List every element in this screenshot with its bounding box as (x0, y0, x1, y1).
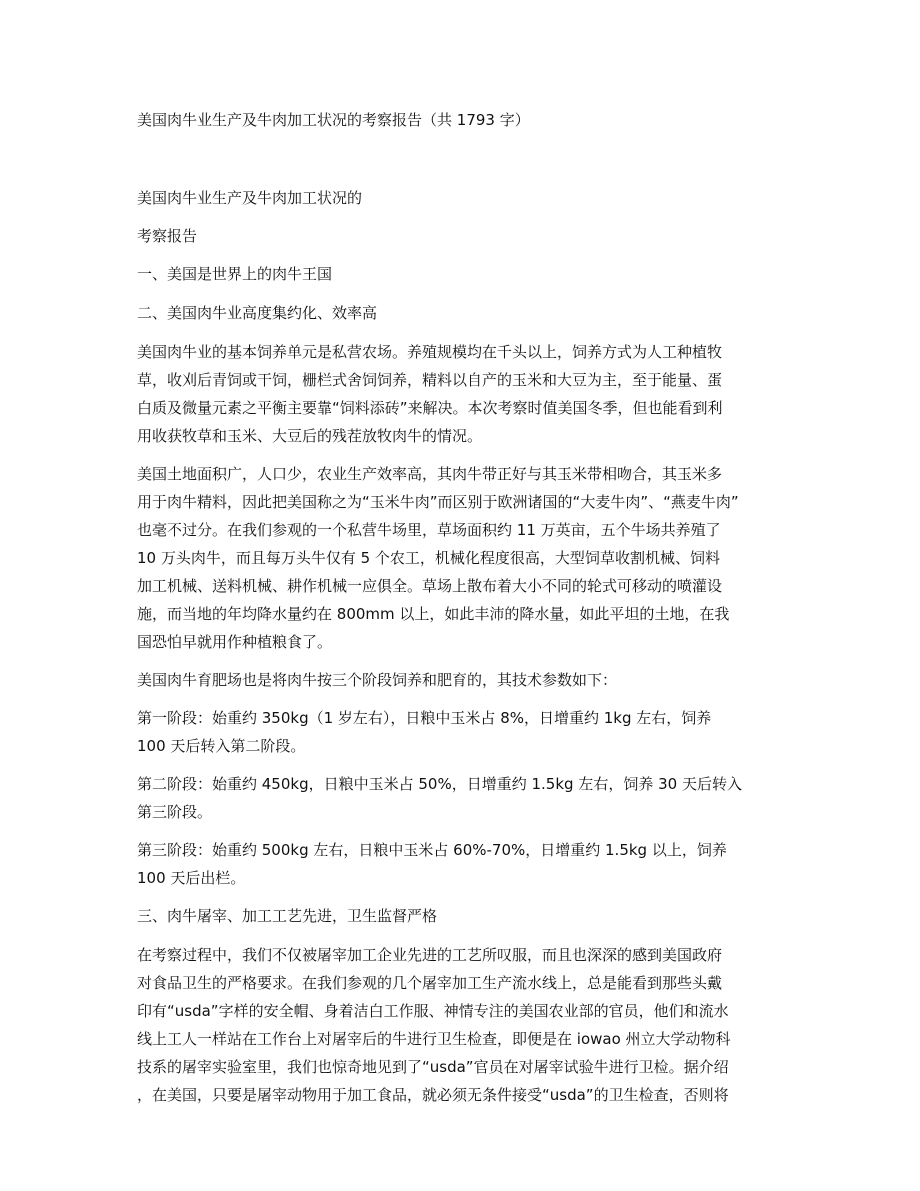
paragraph (137, 460, 787, 656)
text-line: 技系的屠宰实验室里，我们也惊奇地见到了“usda”官员在对屠宰试验牛进行卫检。据介绍 (137, 1058, 729, 1076)
text-line: 第三阶段：始重约 500kg 左右，日粮中玉米占 60%-70%，日增重约 1.5kg 以上，饲养 (137, 841, 727, 859)
text-line: 10 万头肉牛，而且每万头牛仅有 5 个农工，机械化程度很高，大型饲草收割机械、饲料 (137, 549, 720, 567)
text-line: 草，收刈后青饲或干饲，栅栏式舍饲饲养，精料以自产的玉米和大豆为主，至于能量、蛋 (137, 371, 723, 389)
text-line: 第三阶段。 (137, 803, 213, 821)
text-line: 线上工人一样站在工作台上对屠宰后的牛进行卫生检查，即便是在 iowao 州立大学动物科 (137, 1030, 731, 1048)
subtitle-line: 考察报告 (137, 227, 198, 245)
paragraph (137, 338, 787, 450)
text-line: 100 天后转入第二阶段。 (137, 737, 306, 755)
text-line: 用于肉牛精料，因此把美国称之为“玉米牛肉”而区别于欧洲诸国的“大麦牛肉”、“燕麦牛肉” (137, 493, 739, 511)
section-heading-1: 一、美国是世界上的肉牛王国 (137, 265, 333, 283)
paragraph (137, 941, 787, 1109)
text-line: 用收获牧草和玉米、大豆后的残茬放牧肉牛的情况。 (137, 427, 483, 445)
text-line: 国恐怕早就用作种植粮食了。 (137, 633, 333, 651)
text-line: 美国肉牛业的基本饲养单元是私营农场。养殖规模均在千头以上，饲养方式为人工种植牧 (137, 343, 723, 361)
text-line: 也毫不过分。在我们参观的一个私营牛场里，草场面积约 11 万英亩，五个牛场共养殖了 (137, 521, 721, 539)
text-line: 对食品卫生的严格要求。在我们参观的几个屠宰加工生产流水线上，总是能看到那些头戴 (137, 974, 723, 992)
subtitle-line: 美国肉牛业生产及牛肉加工状况的 (137, 189, 363, 207)
text-line: 白质及微量元素之平衡主要靠“饲料添砖”来解决。本次考察时值美国冬季，但也能看到利 (137, 399, 723, 417)
document-body (137, 106, 787, 1119)
paragraph (137, 666, 787, 694)
text-line: 加工机械、送料机械、耕作机械一应俱全。草场上散布着大小不同的轮式可移动的喷灌设 (137, 577, 723, 595)
text-line: 第二阶段：始重约 450kg，日粮中玉米占 50%，日增重约 1.5kg 左右，饲养 30 天后转入 (137, 775, 742, 793)
text-line: 施，而当地的年均降水量约在 800mm 以上，如此丰沛的降水量，如此平坦的土地，在我 (137, 605, 730, 623)
text-line: 第一阶段：始重约 350kg（1 岁左右），日粮中玉米占 8%，日增重约 1kg 左右，饲养 (137, 709, 712, 727)
text-line: 100 天后出栏。 (137, 869, 246, 887)
text-line: ，在美国，只要是屠宰动物用于加工食品，就必须无条件接受“usda”的卫生检查，否则将 (137, 1086, 729, 1104)
paragraph-stage-3 (137, 836, 787, 892)
paragraph-stage-2 (137, 770, 787, 826)
text-line: 美国土地面积广，人口少，农业生产效率高，其肉牛带正好与其玉米带相吻合，其玉米多 (137, 465, 723, 483)
text-line: 美国肉牛育肥场也是将肉牛按三个阶段饲养和肥育的，其技术参数如下： (137, 671, 618, 689)
text-line: 印有“usda”字样的安全帽、身着洁白工作服、神情专注的美国农业部的官员，他们和流水 (137, 1002, 729, 1020)
subtitle (137, 184, 787, 250)
document-title: 美国肉牛业生产及牛肉加工状况的考察报告（共 1793 字） (137, 111, 530, 129)
text-line: 在考察过程中，我们不仅被屠宰加工企业先进的工艺所叹服，而且也深深的感到美国政府 (137, 946, 723, 964)
section-heading-2: 二、美国肉牛业高度集约化、效率高 (137, 304, 378, 322)
section-heading-3: 三、肉牛屠宰、加工工艺先进，卫生监督严格 (137, 907, 438, 925)
paragraph-stage-1 (137, 704, 787, 760)
